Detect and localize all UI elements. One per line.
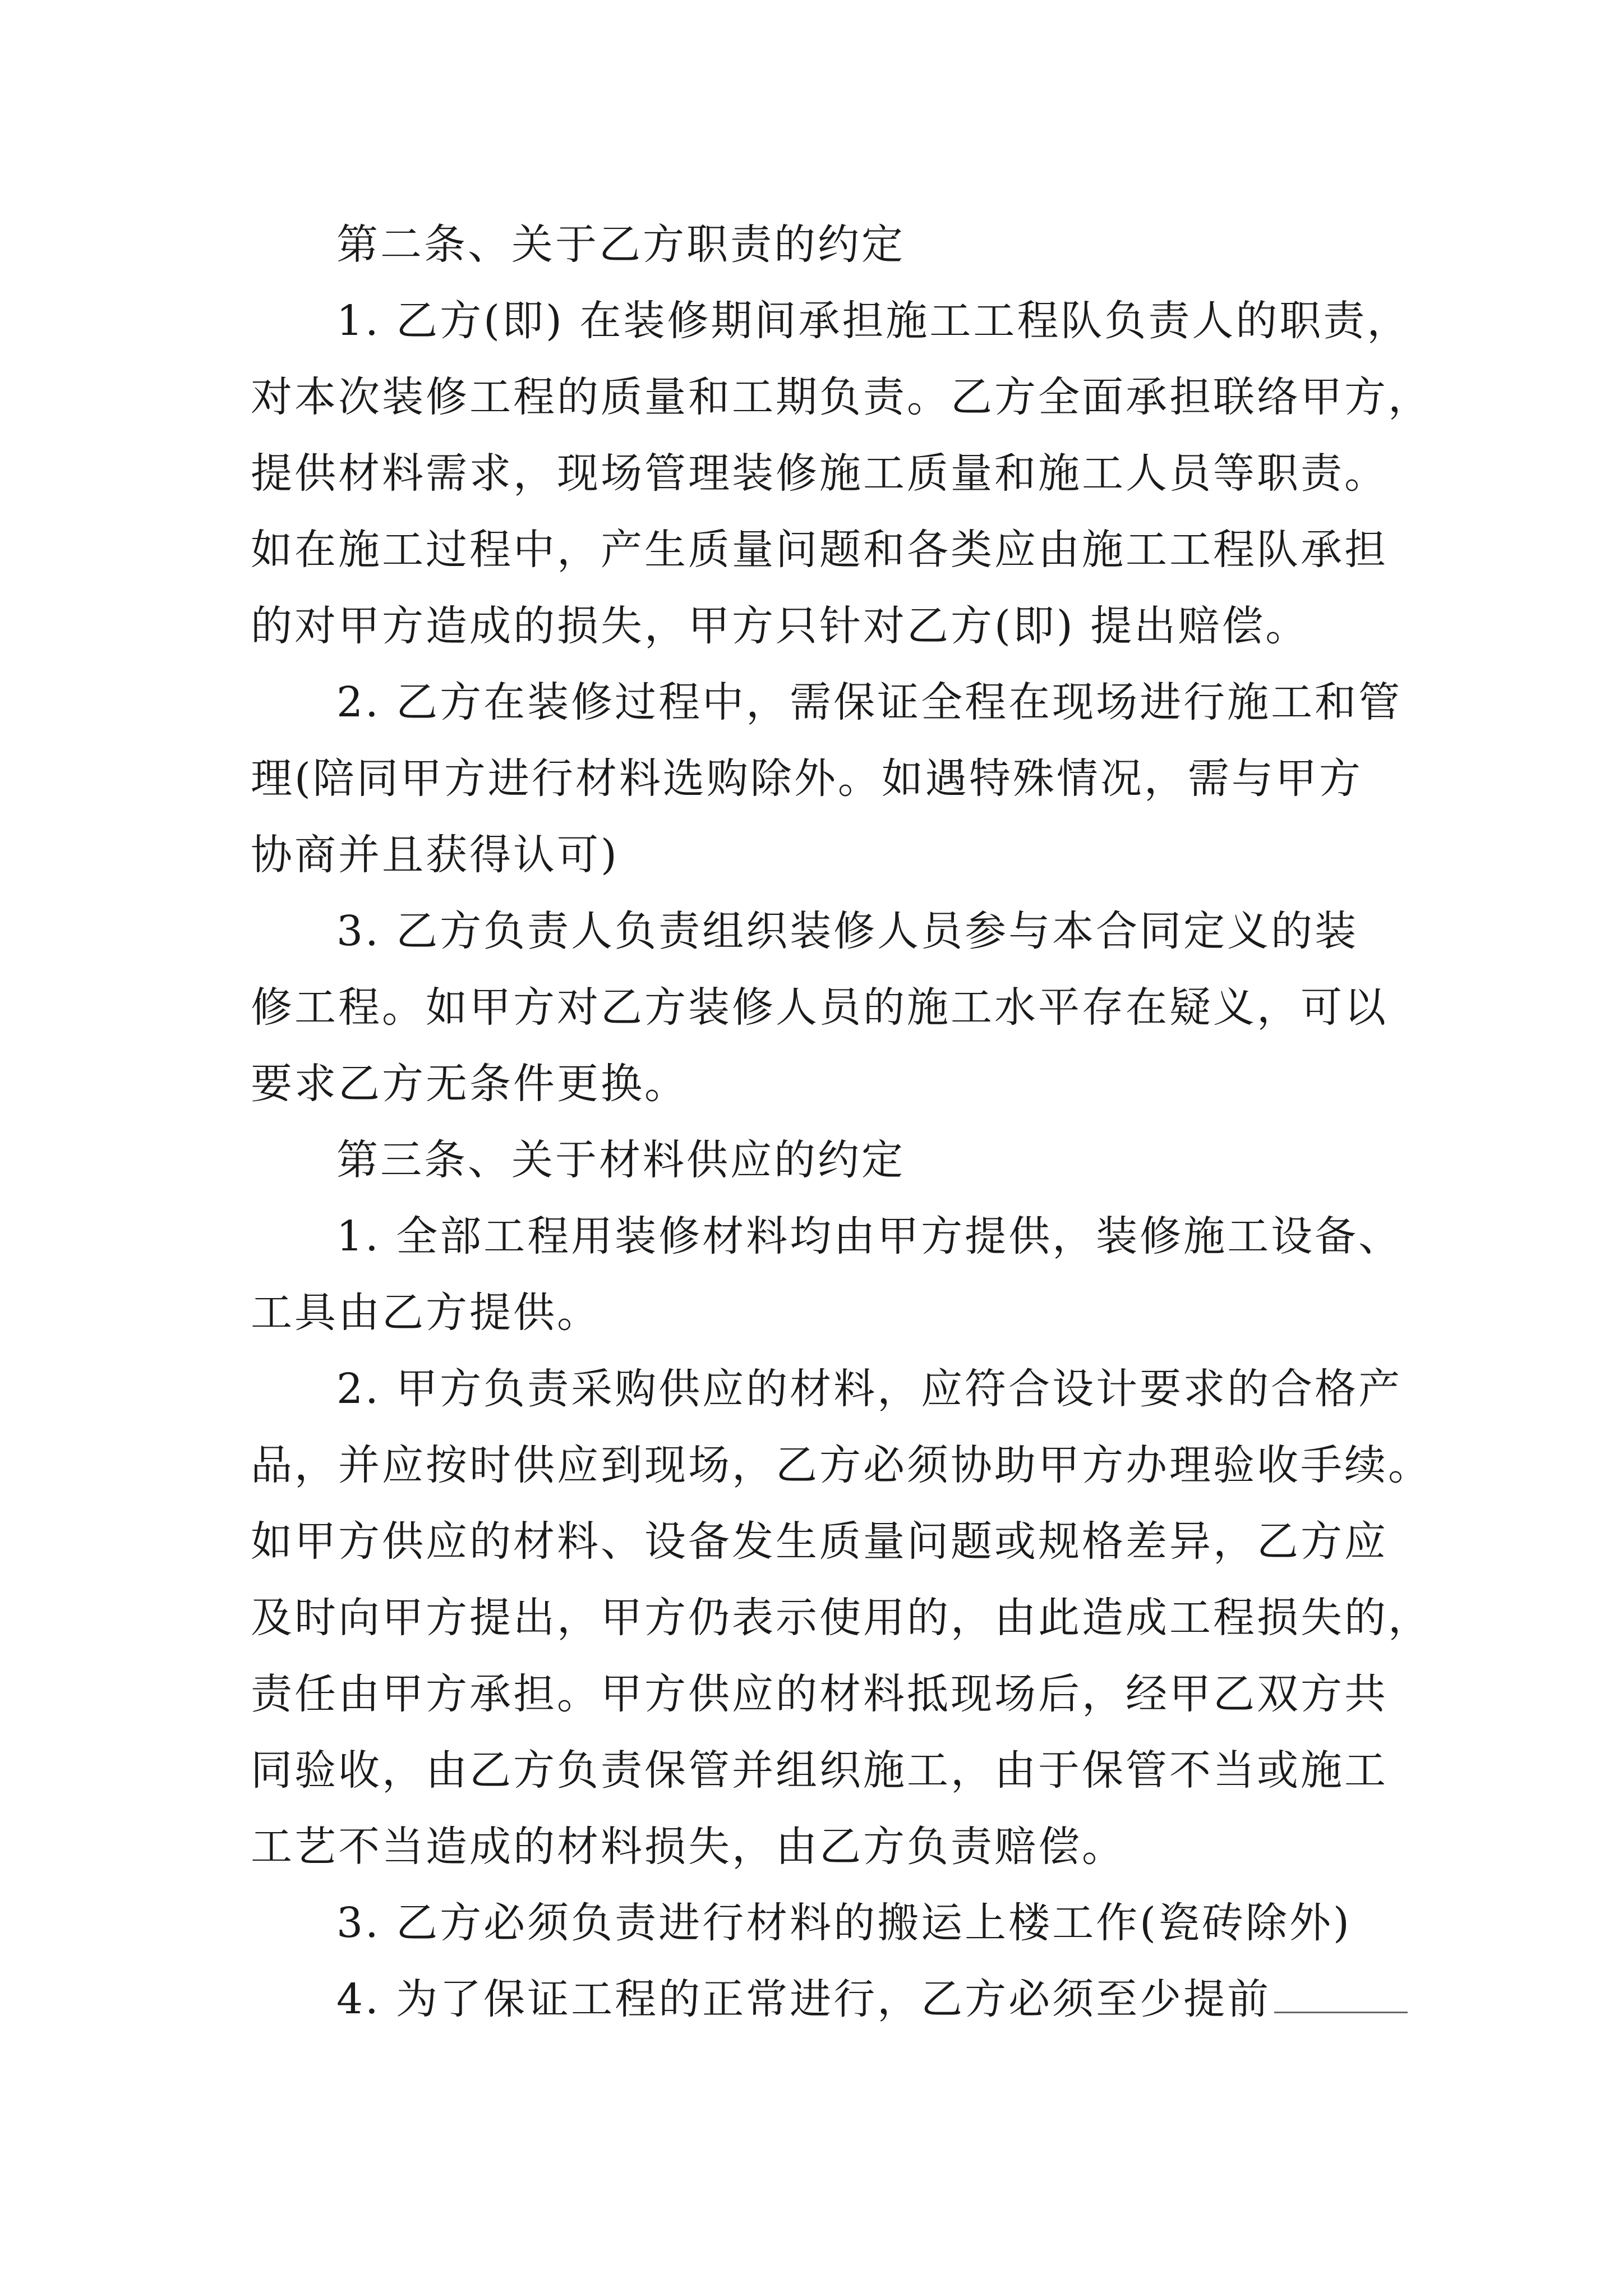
paragraph-line: 品，并应按时供应到现场，乙方必须协助甲方办理验收手续。 <box>251 1441 1432 1489</box>
paragraph-line-with-blank <box>336 1971 1408 2027</box>
paragraph-line: 要求乙方无条件更换。 <box>251 1060 688 1108</box>
paragraph-line: 2. 甲方负责采购供应的材料，应符合设计要求的合格产 <box>336 1365 1403 1413</box>
paragraph-line: 1. 全部工程用装修材料均由甲方提供，装修施工设备、 <box>336 1212 1403 1260</box>
paragraph-line: 如甲方供应的材料、设备发生质量问题或规格差异，乙方应 <box>251 1517 1388 1566</box>
paragraph-line: 工具由乙方提供。 <box>251 1289 601 1337</box>
paragraph-line: 如在施工过程中，产生质量问题和各类应由施工工程队承担 <box>251 526 1388 574</box>
paragraph-line: 的对甲方造成的损失，甲方只针对乙方(即) 提出赔偿。 <box>251 602 1310 650</box>
paragraph-line: 1. 乙方(即) 在装修期间承担施工工程队负责人的职责， <box>336 297 1411 345</box>
paragraph-line: 工艺不当造成的材料损失，由乙方负责赔偿。 <box>251 1823 1126 1871</box>
paragraph-line: 协商并且获得认可) <box>251 831 619 879</box>
paragraph-line: 修工程。如甲方对乙方装修人员的施工水平存在疑义，可以 <box>251 983 1388 1032</box>
paragraph-line: 2. 乙方在装修过程中，需保证全程在现场进行施工和管 <box>336 678 1403 726</box>
paragraph-line: 3. 乙方负责人负责组织装修人员参与本合同定义的装 <box>336 907 1359 955</box>
paragraph-line: 责任由甲方承担。甲方供应的材料抵现场后，经甲乙双方共 <box>251 1670 1388 1718</box>
paragraph-line: 同验收，由乙方负责保管并组织施工，由于保管不当或施工 <box>251 1746 1388 1795</box>
section-heading-article-2: 第二条、关于乙方职责的约定 <box>336 220 905 269</box>
fill-in-blank <box>1274 1978 1408 2013</box>
paragraph-line: 提供材料需求，现场管理装修施工质量和施工人员等职责。 <box>251 449 1388 498</box>
paragraph-line: 3. 乙方必须负责进行材料的搬运上楼工作(瓷砖除外) <box>336 1899 1352 1947</box>
paragraph-line: 理(陪同甲方进行材料选购除外。如遇特殊情况，需与甲方 <box>251 754 1363 803</box>
paragraph-line: 及时向甲方提出，甲方仍表示使用的，由此造成工程损失的， <box>251 1594 1432 1642</box>
section-heading-article-3: 第三条、关于材料供应的约定 <box>336 1136 905 1184</box>
paragraph-line: 对本次装修工程的质量和工期负责。乙方全面承担联络甲方， <box>251 373 1432 421</box>
paragraph-line-text: 4. 为了保证工程的正常进行，乙方必须至少提前 <box>336 1975 1271 2023</box>
